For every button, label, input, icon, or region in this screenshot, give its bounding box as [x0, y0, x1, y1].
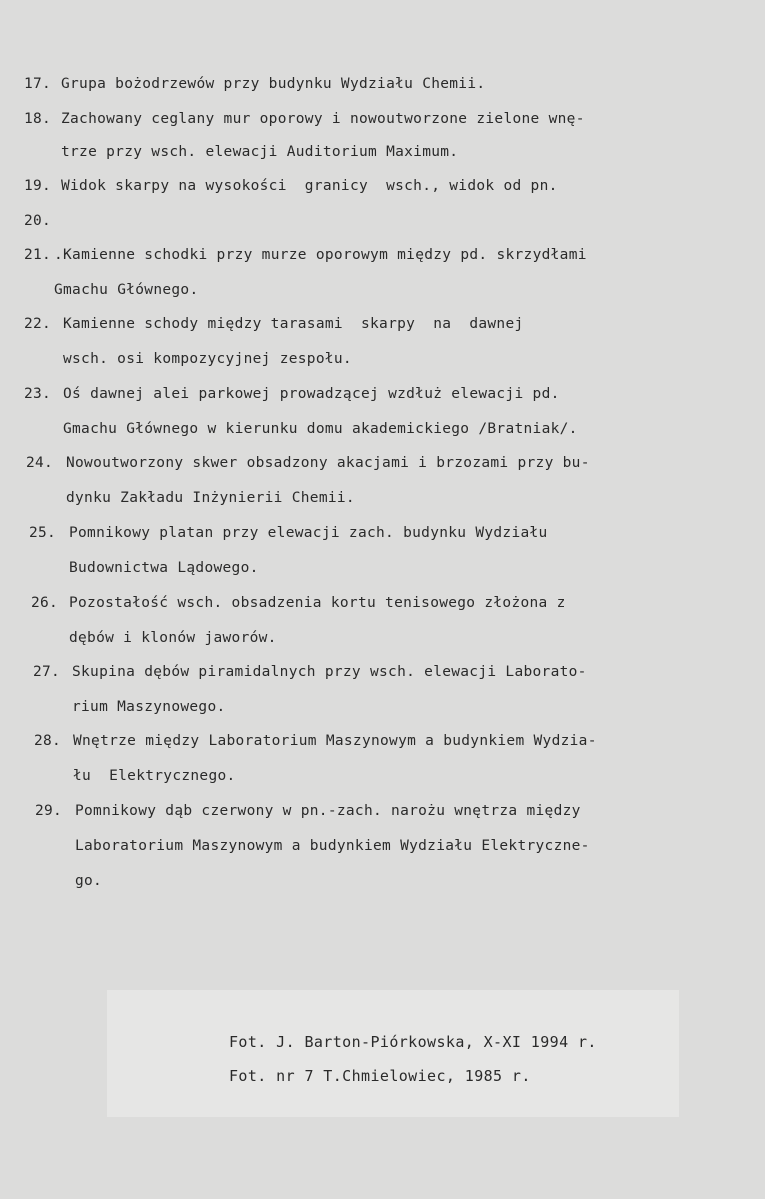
list-item-number: 23.: [24, 386, 52, 402]
list-item-text: rium Maszynowego.: [72, 699, 226, 715]
list-item-text: Kamienne schody między tarasami skarpy na dawnej: [63, 316, 524, 332]
list-item-number: 25.: [29, 525, 57, 541]
list-item-text: Oś dawnej alei parkowej prowadzącej wzdłuż elewacji pd.: [63, 386, 560, 402]
list-item-text: Gmachu Głównego w kierunku domu akademickiego /Bratniak/.: [63, 421, 578, 437]
list-item-text: Skupina dębów piramidalnych przy wsch. elewacji Laborato-: [72, 664, 587, 680]
list-item-number: 18.: [24, 111, 52, 127]
list-item-text: dębów i klonów jaworów.: [69, 630, 277, 646]
list-item-text: .Kamienne schodki przy murze oporowym między pd. skrzydłami: [54, 247, 587, 263]
list-item-text: Pomnikowy platan przy elewacji zach. budynku Wydziału: [69, 525, 548, 541]
list-item-number: 26.: [31, 595, 59, 611]
list-item-text: Grupa bożodrzewów przy budynku Wydziału Chemii.: [61, 76, 486, 92]
list-item-text: wsch. osi kompozycyjnej zespołu.: [63, 351, 352, 367]
photo-credit-line-1: Fot. J. Barton-Piórkowska, X-XI 1994 r.: [229, 1033, 597, 1051]
photo-credits-box: [107, 990, 679, 1117]
list-item-text: Budownictwa Lądowego.: [69, 560, 259, 576]
list-item-text: Widok skarpy na wysokości granicy wsch., widok od pn.: [61, 178, 558, 194]
list-item-number: 29.: [35, 803, 63, 819]
list-item-number: 22.: [24, 316, 52, 332]
list-item-text: trze przy wsch. elewacji Auditorium Maximum.: [61, 144, 459, 160]
list-item-number: 17.: [24, 76, 52, 92]
list-item-text: Pozostałość wsch. obsadzenia kortu tenisowego złożona z: [69, 595, 566, 611]
list-item-text: dynku Zakładu Inżynierii Chemii.: [66, 490, 355, 506]
list-item-number: 28.: [34, 733, 62, 749]
list-item-text: Gmachu Głównego.: [54, 282, 199, 298]
list-item-number: 20.: [24, 213, 52, 229]
list-item-text: Laboratorium Maszynowym a budynkiem Wydziału Elektryczne-: [75, 838, 590, 854]
list-item-number: 21.: [24, 247, 52, 263]
list-item-text: Nowoutworzony skwer obsadzony akacjami i brzozami przy bu-: [66, 455, 590, 471]
list-item-text: Zachowany ceglany mur oporowy i nowoutworzone zielone wnę-: [61, 111, 585, 127]
list-item-text: Wnętrze między Laboratorium Maszynowym a budynkiem Wydzia-: [73, 733, 597, 749]
list-item-text: łu Elektrycznego.: [73, 768, 236, 784]
list-item-number: 27.: [33, 664, 61, 680]
list-item-number: 19.: [24, 178, 52, 194]
list-item-text: Pomnikowy dąb czerwony w pn.-zach. narożu wnętrza między: [75, 803, 581, 819]
list-item-text: go.: [75, 873, 103, 889]
list-item-number: 24.: [26, 455, 54, 471]
photo-credit-line-2: Fot. nr 7 T.Chmielowiec, 1985 r.: [229, 1067, 531, 1085]
